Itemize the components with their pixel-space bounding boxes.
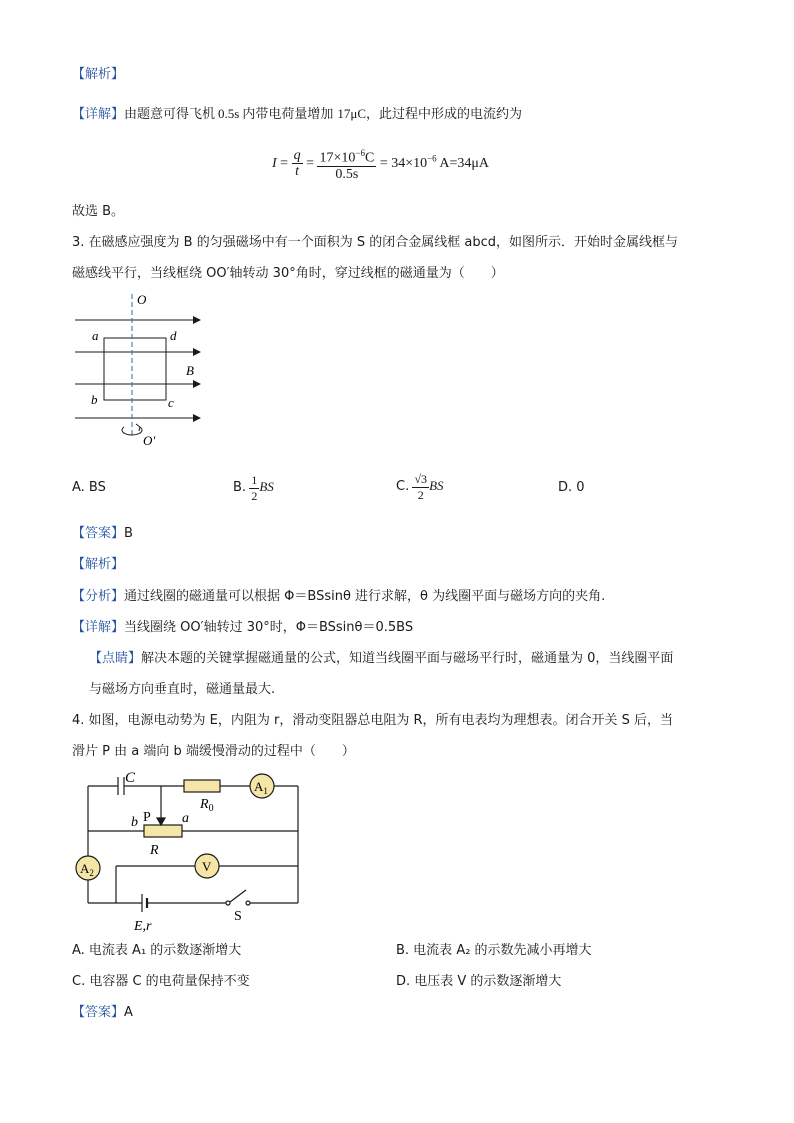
analysis-tag: 【解析】 [72, 67, 125, 82]
rheostat-r [144, 825, 182, 837]
label-S: S [234, 909, 242, 924]
label-O-prime: O′ [143, 433, 156, 448]
label-b: b [91, 392, 98, 407]
label-Er: E,r [134, 919, 152, 934]
current-formula: I = $\frac{q}{t}$ = $\frac{17\times 10^{-6}C}{0.5s}$ = $34\times 10^{-6}$ A=34μA [272, 148, 490, 182]
q3-option-d: D. 0 [558, 480, 585, 495]
resistor-r0 [184, 780, 220, 792]
q3-answer: 【答案】B [72, 526, 133, 541]
q3-dianjing-line2: 与磁场方向垂直时，磁通量最大. [89, 682, 276, 697]
q4-stem-line2: 滑片 P 由 a 端向 b 端缓慢滑动的过程中（ ） [72, 744, 355, 759]
label-R0: $R_0$ [200, 797, 214, 814]
label-P: P [143, 810, 151, 825]
label-O: O [137, 292, 147, 307]
q3-option-a: A. BS [72, 480, 106, 495]
label-d: d [170, 328, 177, 343]
label-V: V [202, 859, 212, 874]
label-b: b [131, 815, 138, 830]
label-c: c [168, 395, 174, 410]
label-A1: $A_1$ [254, 779, 268, 796]
label-a: a [182, 811, 189, 826]
q3-loop-figure [68, 290, 218, 450]
q3-analysis-tag: 【解析】 [72, 557, 125, 572]
q4-stem-line1: 4. 如图，电源电动势为 E，内阻为 r，滑动变阻器总电阻为 R，所有电表均为理想表。闭合开关 S 后，当 [72, 713, 674, 728]
label-A2: $A_2$ [80, 861, 94, 878]
q4-option-a: A. 电流表 A₁ 的示数逐渐增大 [72, 943, 242, 958]
q3-stem-line2: 磁感线平行，当线框绕 OO′轴转动 30°角时，穿过线框的磁通量为（ ） [72, 266, 504, 281]
q3-detail: 【详解】当线圈绕 OO′轴转过 30°时，Φ＝BSsinθ＝0.5BS [72, 620, 414, 635]
label-a: a [92, 328, 99, 343]
q3-stem-line1: 3. 在磁感应强度为 B 的匀强磁场中有一个面积为 S 的闭合金属线框 abcd，如图所示．开始时金属线框与 [72, 235, 678, 250]
switch-s [230, 890, 246, 902]
label-R: R [150, 843, 159, 858]
q3-option-b: B. $\frac{1}{2}$ BS [233, 472, 274, 503]
loop-abcd [104, 338, 166, 400]
q4-option-d: D. 电压表 V 的示数逐渐增大 [396, 974, 562, 989]
choose-b: 故选 B。 [72, 204, 125, 219]
q3-option-c: C. $\frac{√3}{2}$ BS [396, 471, 444, 502]
q4-answer: 【答案】A [72, 1005, 133, 1020]
q4-circuit-figure [70, 768, 310, 936]
q3-fenxi: 【分析】通过线圈的磁通量可以根据 Φ＝BSsinθ 进行求解，θ 为线圈平面与磁场方向的夹角. [72, 589, 606, 604]
detail-tag: 【详解】 [72, 107, 125, 122]
q4-option-b: B. 电流表 A₂ 的示数先减小再增大 [396, 943, 592, 958]
q4-option-c: C. 电容器 C 的电荷量保持不变 [72, 974, 250, 989]
detail-paragraph-1: 【详解】由题意可得飞机 0.5s 内带电荷量增加 17μC，此过程中形成的电流约为 [72, 106, 523, 122]
label-C: C [125, 770, 136, 786]
q3-dianjing-line1: 【点睛】解决本题的关键掌握磁通量的公式，知道当线圈平面与磁场平行时，磁通量为 0，当线圈平面 [89, 651, 674, 666]
label-B: B [186, 363, 194, 378]
